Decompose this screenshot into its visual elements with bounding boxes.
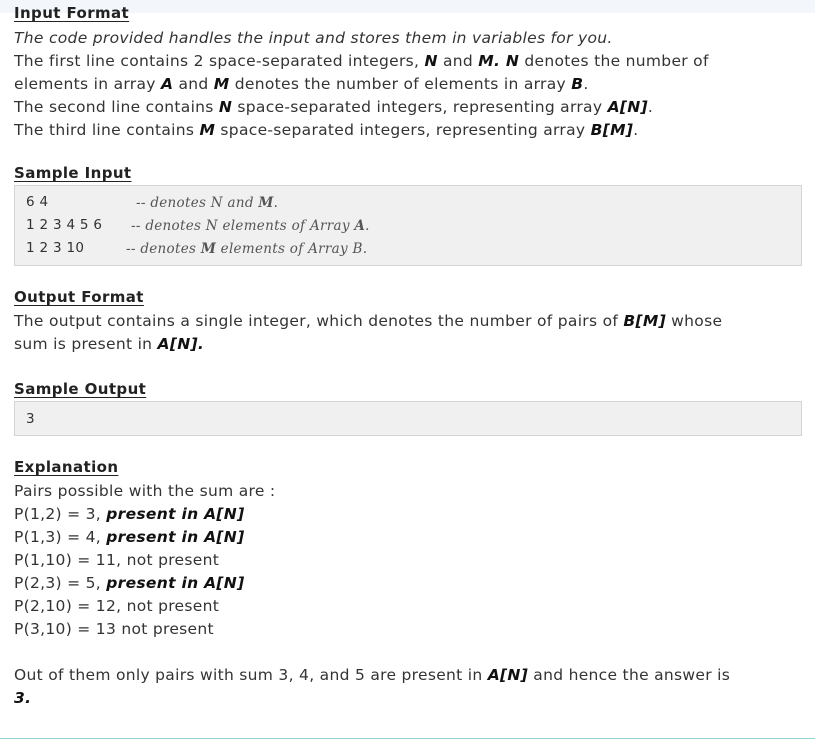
sample-input-title: Sample Input <box>14 164 132 182</box>
sample-output-value: 3 <box>26 411 35 427</box>
sample-output-box <box>14 401 802 436</box>
sample-input-box <box>14 185 802 266</box>
input-format-line-3: The second line contains N space-separated integers, representing array A[N]. <box>14 98 654 116</box>
sample-input-code-2: 1 2 3 4 5 6 <box>26 217 103 233</box>
explanation-intro: Pairs possible with the sum are : <box>14 482 276 500</box>
output-format-line-1: The output contains a single integer, which denotes the number of pairs of B[M] whose <box>14 312 723 330</box>
input-format-line-2: elements in array A and M denotes the number of elements in array B. <box>14 75 589 93</box>
input-format-line-4: The third line contains M space-separated integers, representing array B[M]. <box>14 121 639 139</box>
sample-input-comment-2: -- denotes N elements of Array A. <box>131 218 370 234</box>
sample-input-code-1: 6 4 <box>26 194 49 210</box>
pair-line: P(1,10) = 11, not present <box>14 551 220 569</box>
input-format-title: Input Format <box>14 4 130 22</box>
explanation-title: Explanation <box>14 458 119 476</box>
sample-input-code-3: 1 2 3 10 <box>26 240 85 256</box>
output-format-line-2: sum is present in A[N]. <box>14 335 205 353</box>
pair-line: P(1,2) = 3, present in A[N] <box>14 505 245 523</box>
sample-input-comment-3: -- denotes M elements of Array B. <box>126 241 368 257</box>
input-format-line-1: The first line contains 2 space-separated integers, N and M. N denotes the number of <box>14 52 709 70</box>
explanation-conclusion: Out of them only pairs with sum 3, 4, and 5 are present in A[N] and hence the answer is <box>14 666 731 684</box>
bottom-divider <box>0 738 815 739</box>
output-format-title: Output Format <box>14 288 144 306</box>
pair-line: P(2,10) = 12, not present <box>14 597 220 615</box>
pair-line: P(3,10) = 13 not present <box>14 620 214 638</box>
sample-output-title: Sample Output <box>14 380 147 398</box>
sample-input-comment-1: -- denotes N and M. <box>136 195 279 211</box>
pair-line: P(2,3) = 5, present in A[N] <box>14 574 245 592</box>
explanation-answer: 3. <box>14 689 32 707</box>
pair-line: P(1,3) = 4, present in A[N] <box>14 528 245 546</box>
input-format-note: The code provided handles the input and stores them in variables for you. <box>14 29 613 47</box>
